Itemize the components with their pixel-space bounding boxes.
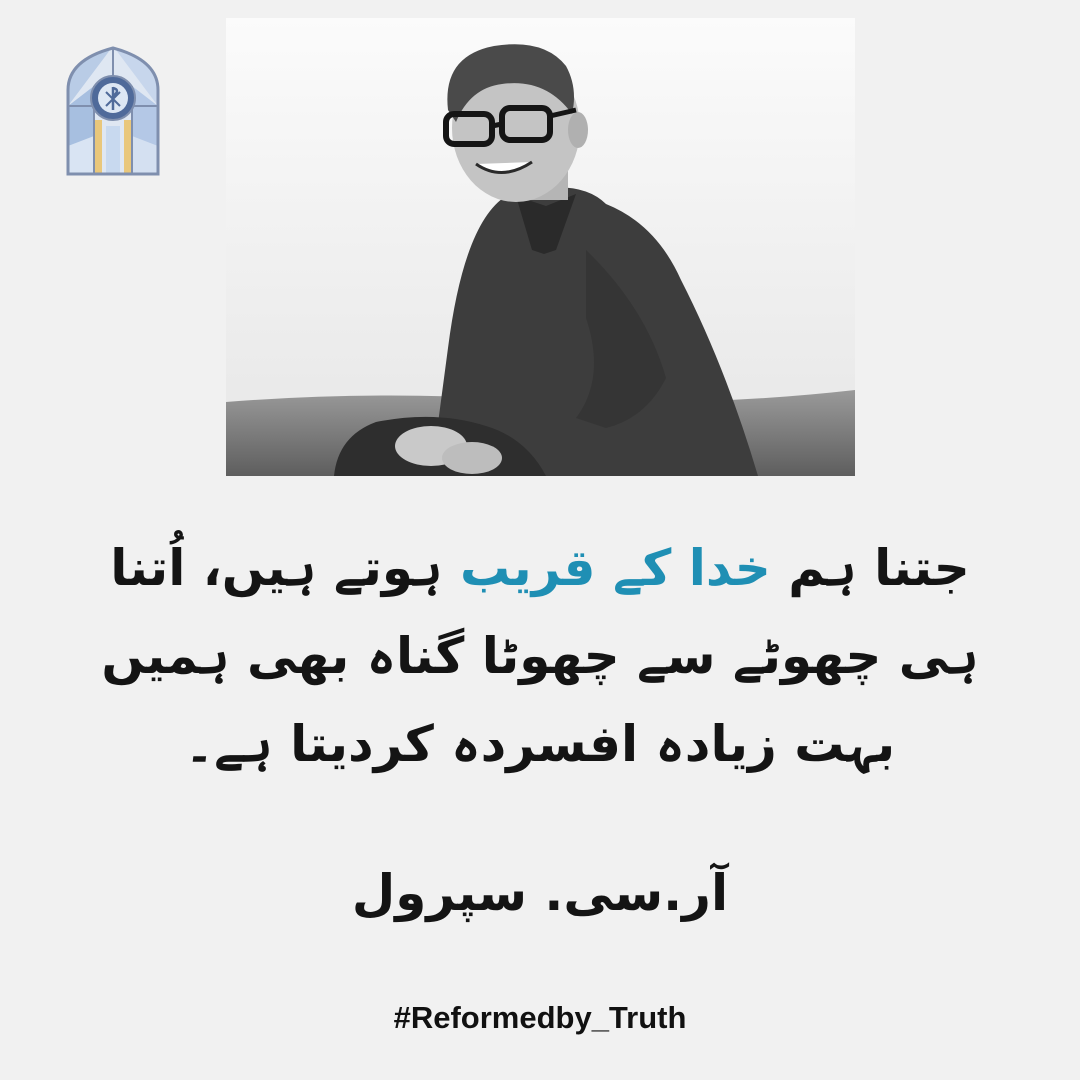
quote-part-2: ہوتے ہیں، اُتنا ہی چھوٹے سے چھوٹا گناہ بھی ہمیں بہت زیادہ افسردہ کردیتا ہے۔	[101, 539, 979, 773]
hashtag: #Reformedby_Truth	[393, 1000, 687, 1035]
quote-text	[70, 524, 1010, 788]
portrait-photo	[226, 18, 855, 476]
chi-rho-window-logo-icon	[64, 46, 162, 176]
author-name: آر.سی. سپرول	[351, 864, 729, 922]
quote-part-1: جتنا ہم	[770, 539, 970, 597]
quote-highlight: خدا کے قریب	[459, 539, 771, 597]
